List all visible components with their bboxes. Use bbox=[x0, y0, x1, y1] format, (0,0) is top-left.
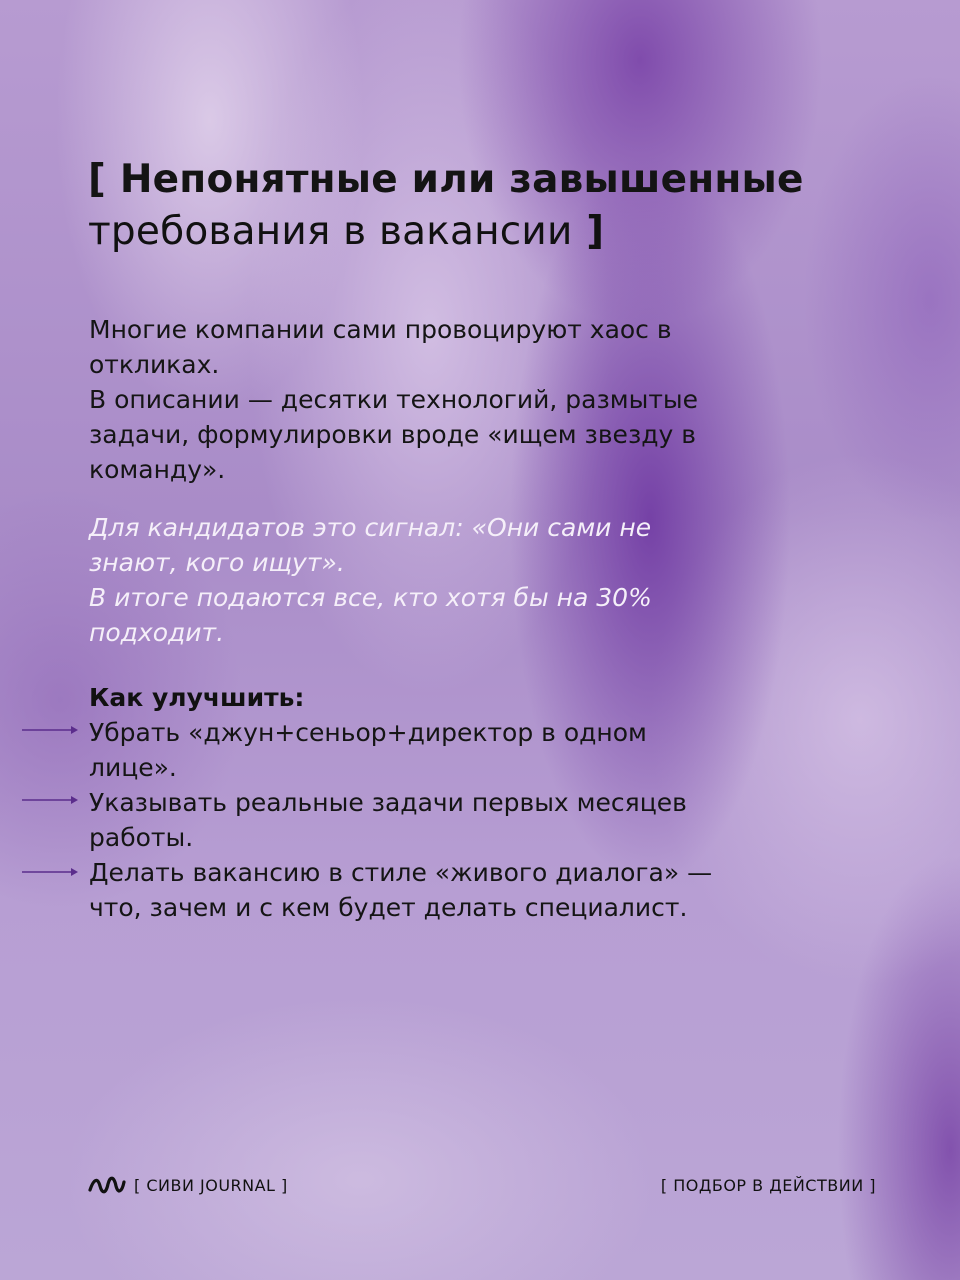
intro-line: В описании — десятки технологий, размытые bbox=[89, 385, 699, 414]
title-bold-line bbox=[88, 154, 888, 206]
signal-line: знают, кого ищут». bbox=[89, 548, 345, 577]
signal-paragraph bbox=[89, 510, 809, 650]
footer-right-label: [ ПОДБОР В ДЕЙСТВИИ ] bbox=[660, 1176, 876, 1195]
improve-item-line: что, зачем и с кем будет делать специалист. bbox=[89, 893, 688, 922]
arrow-right-icon bbox=[22, 867, 78, 877]
intro-line: задачи, формулировки вроде «ищем звезду в bbox=[89, 420, 696, 449]
improve-heading: Как улучшить: bbox=[89, 683, 305, 712]
title-open-bracket: [ bbox=[88, 157, 120, 202]
improve-item-line: Указывать реальные задачи первых месяцев bbox=[89, 788, 687, 817]
title-bold-text: Непонятные или завышенные bbox=[119, 157, 804, 202]
arrow-right-icon bbox=[22, 795, 78, 805]
intro-line: Многие компании сами провоцируют хаос в bbox=[89, 315, 672, 344]
improve-item bbox=[89, 715, 809, 785]
intro-line: команду». bbox=[89, 455, 226, 484]
signal-line: подходит. bbox=[89, 618, 225, 647]
title-light-line bbox=[88, 206, 888, 258]
signal-line: В итоге подаются все, кто хотя бы на 30% bbox=[89, 583, 652, 612]
improve-item bbox=[89, 855, 809, 925]
arrow-right-icon bbox=[22, 725, 78, 735]
title-close-bracket: ] bbox=[572, 209, 605, 254]
brand-logo-icon bbox=[88, 1174, 126, 1196]
improve-item-line: лице». bbox=[89, 753, 177, 782]
improve-item bbox=[89, 785, 809, 855]
intro-paragraph bbox=[89, 312, 809, 487]
improve-item-line: Убрать «джун+сеньор+директор в одном bbox=[89, 718, 647, 747]
footer-brand bbox=[88, 1174, 288, 1196]
footer-left-label: [ СИВИ JOURNAL ] bbox=[134, 1175, 288, 1195]
improve-item-line: работы. bbox=[89, 823, 194, 852]
page-title bbox=[88, 154, 888, 258]
intro-line: откликах. bbox=[89, 350, 220, 379]
improve-item-line: Делать вакансию в стиле «живого диалога» — bbox=[89, 858, 713, 887]
signal-line: Для кандидатов это сигнал: «Они сами не bbox=[89, 513, 652, 542]
title-light-text: требования в вакансии bbox=[88, 209, 573, 254]
